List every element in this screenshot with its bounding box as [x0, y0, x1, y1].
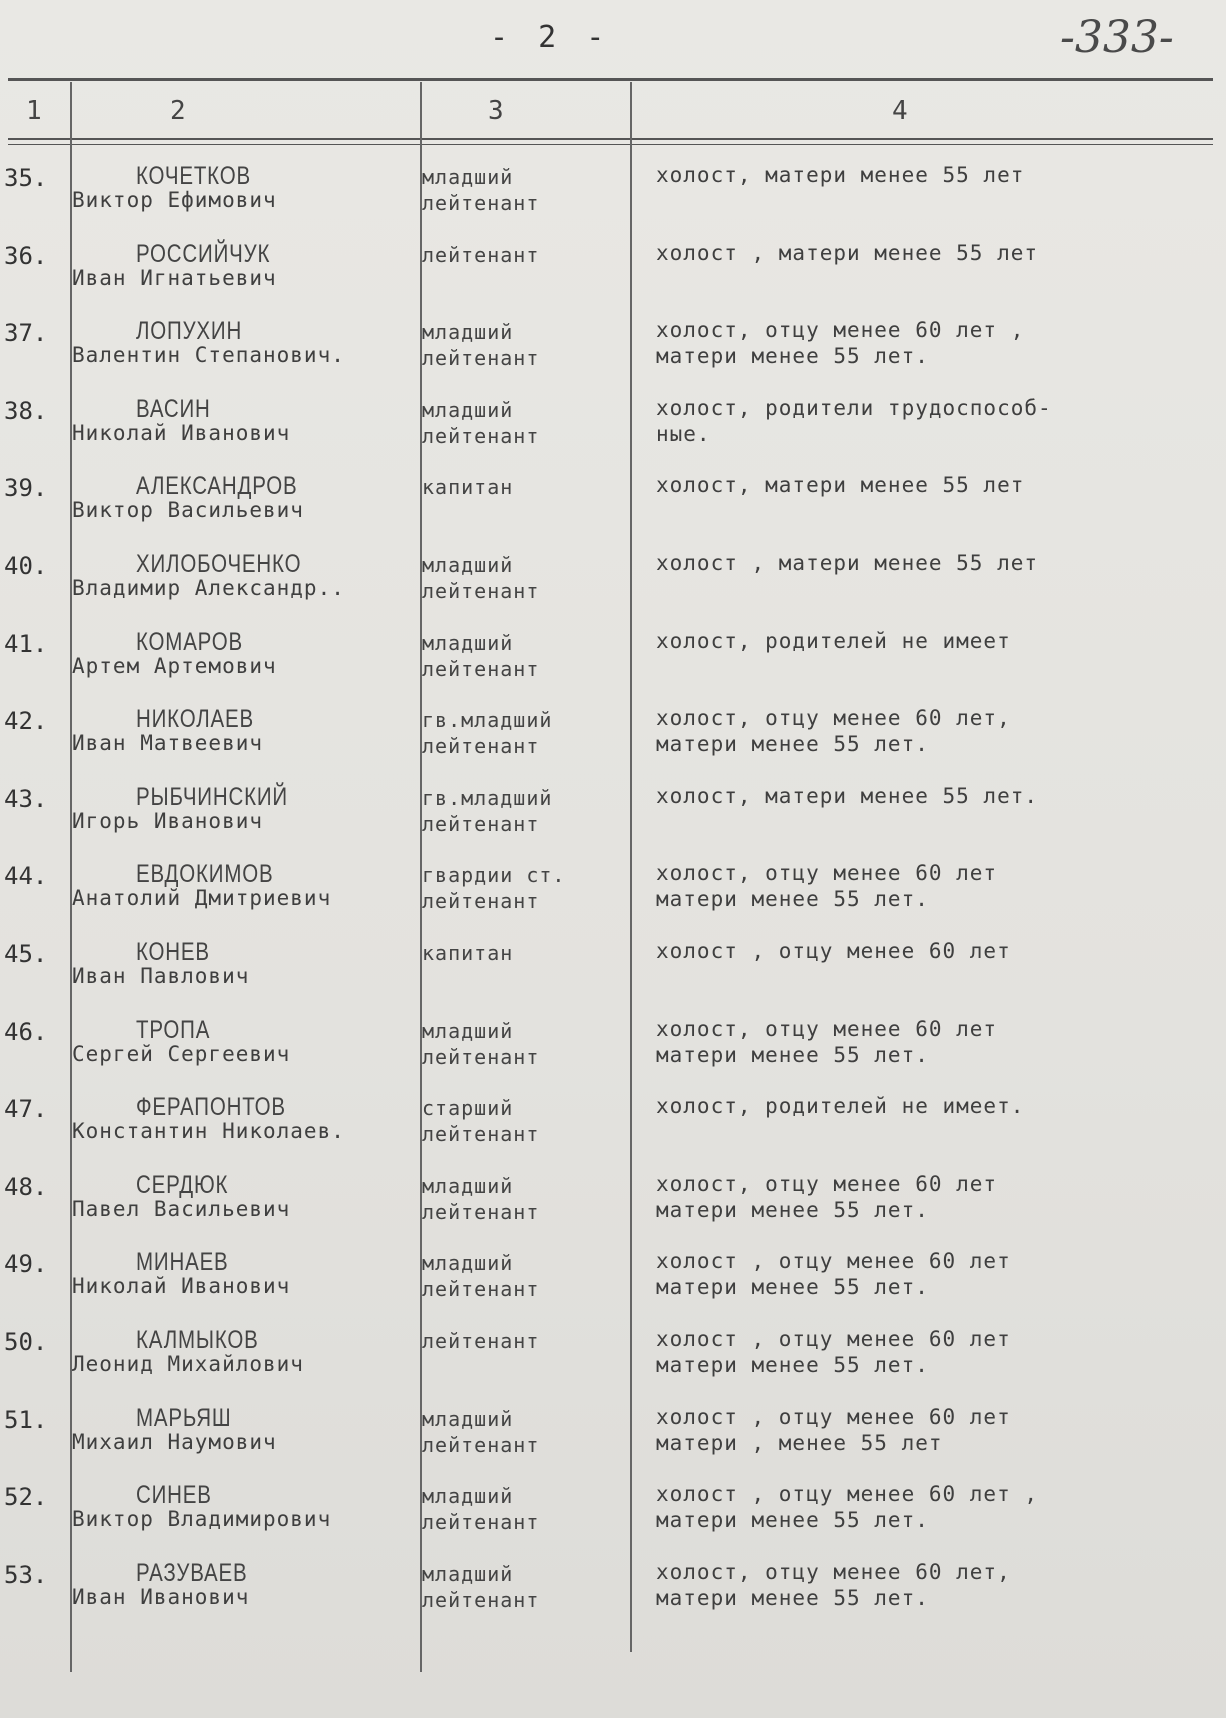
- surname: ТРОПА: [136, 1015, 211, 1044]
- given-name: Иван Павлович: [72, 964, 250, 988]
- family-status: холост , отцу менее 60 лет матери менее 55 лет.: [656, 1327, 1011, 1377]
- row-number: 36.: [4, 241, 48, 270]
- rank: [422, 242, 622, 268]
- table-row: [0, 860, 1226, 938]
- rank-line: лейтенант: [422, 191, 540, 215]
- rank-line: лейтенант: [422, 346, 540, 371]
- surname: ФЕРАПОНТОВ: [136, 1093, 286, 1122]
- given-name: Иван Матвеевич: [72, 731, 264, 756]
- table-row: [0, 1559, 1226, 1637]
- surname: МИНАЕВ: [136, 1248, 229, 1277]
- table-row: [0, 1404, 1226, 1482]
- given-name: Леонид Михайлович: [72, 1352, 304, 1376]
- given-name: Виктор Ефимович: [72, 188, 277, 212]
- family-status: холост, отцу менее 60 лет матери менее 55 лет.: [656, 1171, 998, 1222]
- rank: [422, 1406, 622, 1458]
- row-number: 39.: [4, 474, 48, 503]
- rank: [422, 164, 622, 216]
- archive-number: -333-: [1060, 12, 1174, 63]
- row-number: 43.: [4, 784, 48, 813]
- rank: [422, 1561, 622, 1613]
- rank-line: лейтенант: [422, 1432, 540, 1457]
- table-row: [0, 317, 1226, 395]
- rank-line: лейтенант: [422, 423, 540, 448]
- table-row: [0, 1016, 1226, 1094]
- table-row: [0, 705, 1226, 783]
- table-row: [0, 472, 1226, 550]
- given-name: Артем Артемович: [72, 653, 277, 678]
- surname: МАРЬЯШ: [136, 1403, 232, 1432]
- family-status: холост , матери менее 55 лет: [656, 240, 1039, 265]
- table-row: [0, 1248, 1226, 1326]
- surname: КАЛМЫКОВ: [136, 1326, 259, 1354]
- rank: [422, 1095, 622, 1147]
- family-status: холост, родителей не имеет.: [656, 1094, 1025, 1119]
- rank-line: младший: [422, 1251, 514, 1276]
- given-name: Владимир Александр..: [72, 576, 345, 600]
- given-name: Сергей Сергеевич: [72, 1041, 291, 1066]
- rank-line: лейтенант: [422, 579, 540, 603]
- rank-line: младший: [422, 1406, 514, 1431]
- family-status: холост , отцу менее 60 лет матери , менее 55 лет: [656, 1404, 1011, 1455]
- rank-line: лейтенант: [422, 1587, 540, 1612]
- rank-line: лейтенант: [422, 656, 540, 681]
- rank-line: лейтенант: [422, 1122, 540, 1147]
- surname: ЕВДОКИМОВ: [136, 860, 274, 889]
- rank-line: младший: [422, 320, 514, 345]
- rank-line: лейтенант: [422, 811, 540, 836]
- surname: ВАСИН: [136, 394, 211, 423]
- family-status: холост, отцу менее 60 лет матери менее 55 лет.: [656, 861, 998, 912]
- surname: РАЗУВАЕВ: [136, 1558, 248, 1587]
- table-row: [0, 240, 1226, 318]
- rank-line: лейтенант: [422, 242, 540, 267]
- row-number: 38.: [4, 396, 48, 425]
- family-status: холост, отцу менее 60 лет, матери менее 55 лет.: [656, 1559, 1011, 1610]
- row-number: 53.: [4, 1560, 48, 1589]
- row-number: 44.: [4, 862, 48, 891]
- rank-line: младший: [422, 553, 514, 577]
- rank-line: гв.младший: [422, 785, 553, 810]
- column-header-1: 1: [26, 96, 42, 126]
- row-number: 37.: [4, 319, 48, 348]
- page-number: - 2 -: [490, 20, 611, 55]
- rank-line: лейтенант: [422, 1044, 540, 1069]
- row-number: 49.: [4, 1250, 48, 1279]
- surname: ЛОПУХИН: [136, 317, 243, 346]
- rank-line: младший: [422, 1561, 514, 1586]
- given-name: Николай Иванович: [72, 420, 291, 445]
- rank-line: младший: [422, 1173, 514, 1198]
- table-row: [0, 1171, 1226, 1249]
- column-header-4: 4: [892, 96, 908, 126]
- rank: [422, 474, 622, 500]
- rank-line: гвардии ст.: [422, 863, 566, 888]
- table-row: [0, 1326, 1226, 1404]
- given-name: Иван Игнатьевич: [72, 265, 277, 290]
- rank: [422, 707, 622, 759]
- row-number: 51.: [4, 1405, 48, 1434]
- rank-line: капитан: [422, 475, 514, 500]
- table-row: [0, 1093, 1226, 1171]
- family-status: холост , отцу менее 60 лет: [656, 939, 1011, 963]
- family-status: холост , отцу менее 60 лет , матери менее 55 лет.: [656, 1482, 1039, 1533]
- rank: [422, 319, 622, 371]
- row-number: 41.: [4, 629, 48, 658]
- row-number: 47.: [4, 1095, 48, 1124]
- given-name: Павел Васильевич: [72, 1196, 291, 1221]
- table-row: [0, 938, 1226, 1016]
- given-name: Виктор Васильевич: [72, 498, 304, 523]
- rank: [422, 862, 622, 914]
- surname: ХИЛОБОЧЕНКО: [136, 550, 302, 578]
- given-name: Иван Иванович: [72, 1584, 250, 1609]
- rank: [422, 940, 622, 966]
- surname: КОЧЕТКОВ: [136, 162, 251, 190]
- rank-line: младший: [422, 397, 514, 422]
- family-status: холост, матери менее 55 лет: [656, 473, 1025, 498]
- family-status: холост, родителей не имеет: [656, 628, 1011, 653]
- given-name: Николай Иванович: [72, 1274, 291, 1299]
- rank-line: младший: [422, 1018, 514, 1043]
- rank-line: лейтенант: [422, 1510, 540, 1535]
- row-number: 35.: [4, 164, 48, 192]
- row-number: 50.: [4, 1328, 48, 1356]
- rank: [422, 1173, 622, 1225]
- table-row: [0, 783, 1226, 861]
- rank-line: лейтенант: [422, 889, 540, 914]
- family-status: холост, родители трудоспособ- ные.: [656, 395, 1052, 446]
- given-name: Анатолий Дмитриевич: [72, 886, 332, 911]
- rank-line: младший: [422, 630, 514, 655]
- rank-line: старший: [422, 1096, 514, 1121]
- rank-line: лейтенант: [422, 1329, 540, 1353]
- rank: [422, 397, 622, 449]
- family-status: холост, отцу менее 60 лет, матери менее 55 лет.: [656, 706, 1011, 757]
- family-status: холост, отцу менее 60 лет , матери менее 55 лет.: [656, 318, 1025, 369]
- table-top-rule: [8, 78, 1213, 81]
- row-number: 48.: [4, 1172, 48, 1201]
- given-name: Константин Николаев.: [72, 1119, 345, 1144]
- rank: [422, 1018, 622, 1070]
- surname: НИКОЛАЕВ: [136, 705, 255, 734]
- surname: КОМАРОВ: [136, 627, 243, 656]
- rank: [422, 785, 622, 837]
- rank-line: лейтенант: [422, 734, 540, 759]
- row-number: 40.: [4, 552, 48, 580]
- table-row: [0, 1481, 1226, 1559]
- surname: КОНЕВ: [136, 938, 210, 966]
- family-status: холост , матери менее 55 лет: [656, 551, 1039, 575]
- table-row: [0, 628, 1226, 706]
- rank: [422, 1328, 622, 1354]
- given-name: Игорь Иванович: [72, 808, 264, 833]
- row-number: 42.: [4, 707, 48, 736]
- surname: РОССИЙЧУК: [136, 239, 271, 268]
- table-row: [0, 395, 1226, 473]
- row-number: 52.: [4, 1483, 48, 1512]
- family-status: холост, отцу менее 60 лет матери менее 55 лет.: [656, 1016, 998, 1067]
- rank: [422, 552, 622, 604]
- rank-line: гв.младший: [422, 708, 553, 733]
- header-bottom-rule-double: [8, 144, 1213, 145]
- header-bottom-rule: [8, 138, 1213, 140]
- family-status: холост , отцу менее 60 лет матери менее 55 лет.: [656, 1249, 1011, 1300]
- rank-line: младший: [422, 1484, 514, 1509]
- rank: [422, 1250, 622, 1302]
- row-number: 45.: [4, 940, 48, 968]
- surname: СЕРДЮК: [136, 1170, 229, 1199]
- table-row: [0, 550, 1226, 628]
- rank-line: капитан: [422, 941, 514, 965]
- given-name: Михаил Наумович: [72, 1429, 277, 1454]
- rank-line: лейтенант: [422, 1199, 540, 1224]
- surname: РЫБЧИНСКИЙ: [136, 782, 288, 811]
- column-header-2: 2: [170, 96, 186, 126]
- rank: [422, 630, 622, 682]
- surname: СИНЕВ: [136, 1481, 212, 1510]
- family-status: холост, матери менее 55 лет: [656, 163, 1025, 187]
- surname: АЛЕКСАНДРОВ: [136, 472, 298, 501]
- row-number: 46.: [4, 1017, 48, 1046]
- family-status: холост, матери менее 55 лет.: [656, 783, 1039, 808]
- column-header-3: 3: [488, 96, 504, 126]
- table-row: [0, 162, 1226, 240]
- rank-line: лейтенант: [422, 1277, 540, 1302]
- rank: [422, 1483, 622, 1535]
- rank-line: младший: [422, 165, 514, 189]
- given-name: Валентин Степанович.: [72, 343, 345, 368]
- given-name: Виктор Владимирович: [72, 1507, 332, 1532]
